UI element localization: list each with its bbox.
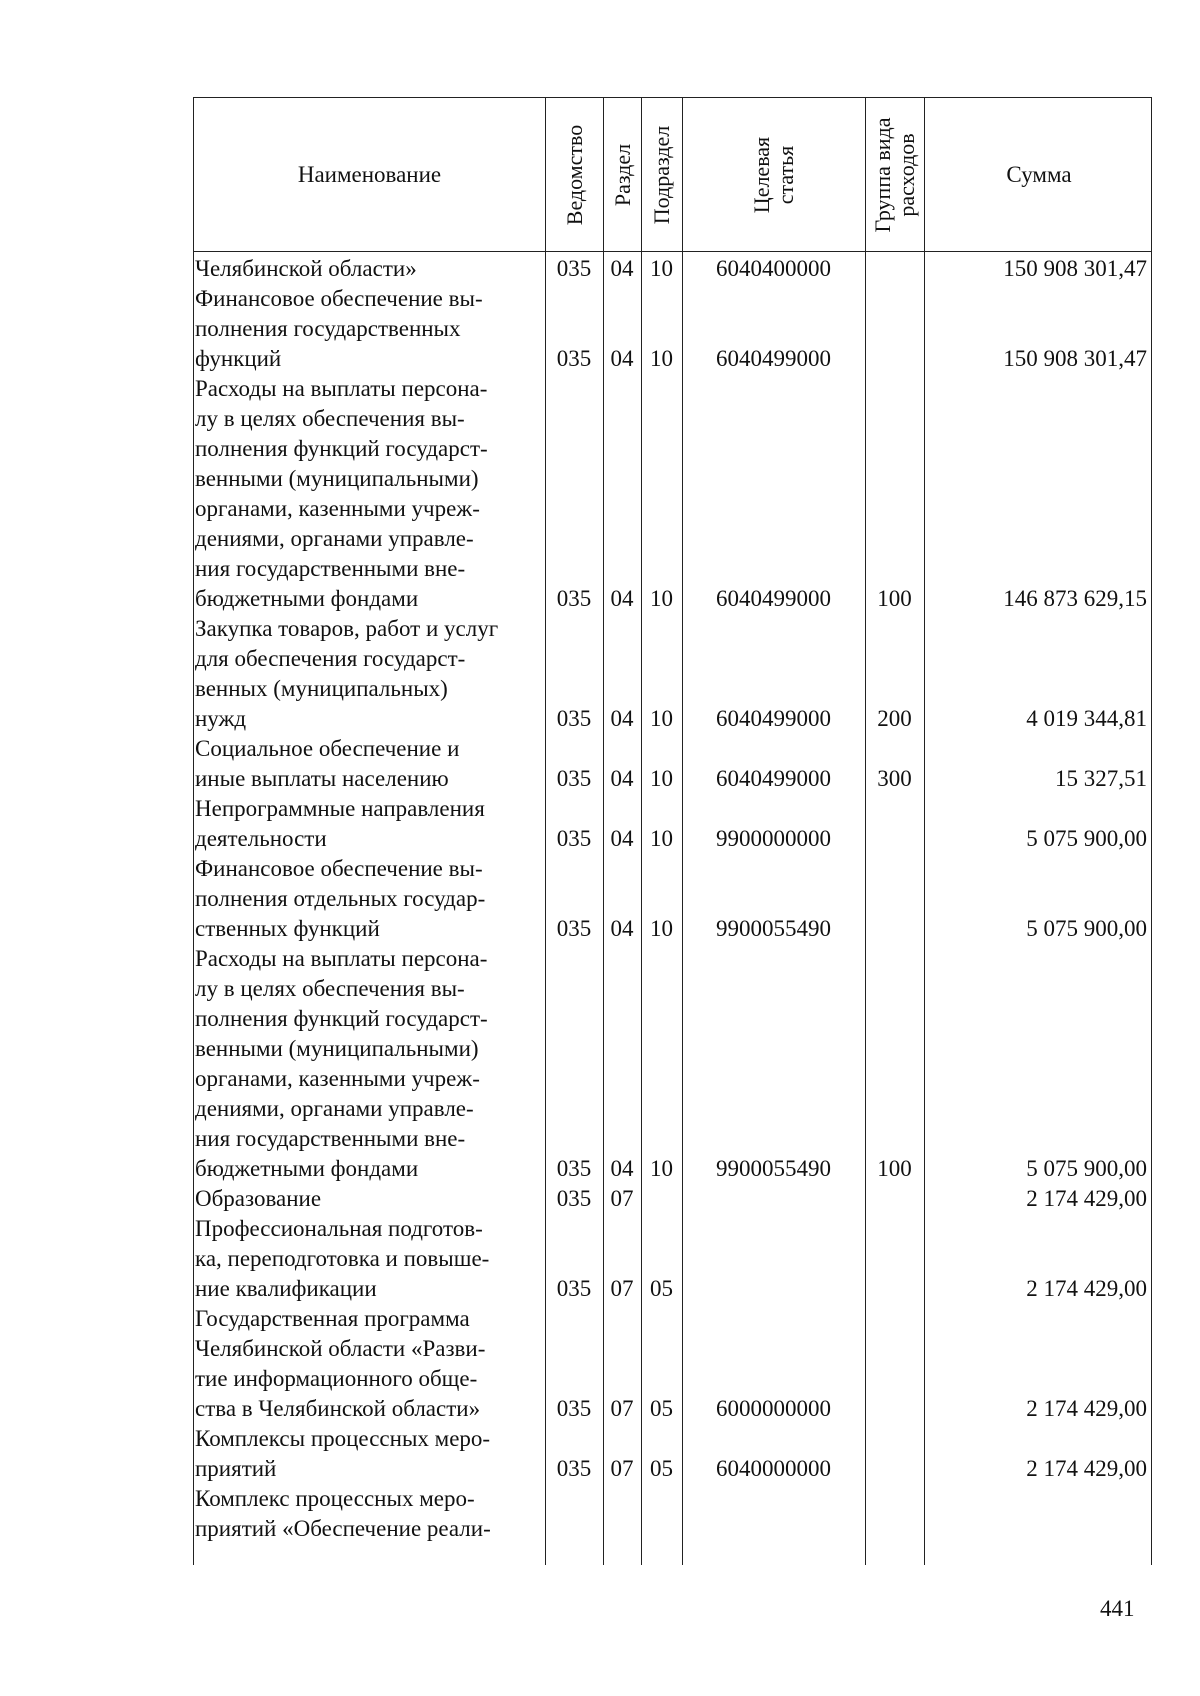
vedomstvo-cell: 035: [556, 706, 592, 731]
vedomstvo-cell: 035: [556, 1456, 592, 1481]
row-name-line: Челябинской области»: [195, 256, 417, 281]
celevaya-statya-cell: 6040499000: [716, 346, 831, 371]
table-row: [193, 1484, 1152, 1544]
row-name-line: полнения функций государст-: [195, 436, 488, 461]
row-name-line: Расходы на выплаты персона-: [195, 946, 488, 971]
vedomstvo-cell: 035: [556, 826, 592, 851]
row-name-line: деятельности: [195, 826, 327, 851]
vedomstvo-cell: 035: [556, 1156, 592, 1181]
row-name-line: Комплекс процессных меро-: [195, 1486, 475, 1511]
razdel-cell: 07: [610, 1186, 634, 1211]
podrazdel-cell: 10: [650, 586, 673, 611]
summa-cell: 4 019 344,81: [1026, 706, 1147, 731]
row-name-line: Непрограммные направления: [195, 796, 485, 821]
row-name-line: венных (муниципальных): [195, 676, 448, 701]
podrazdel-cell: 10: [650, 256, 673, 281]
row-name-line: для обеспечения государст-: [195, 646, 466, 671]
row-name-cell: [195, 1304, 540, 1424]
header-podrazdel: [642, 98, 683, 251]
header-razdel: [604, 98, 642, 251]
gruppa-cell: 300: [877, 766, 912, 791]
header-celevaya-statya: [683, 98, 866, 251]
row-name-cell: [195, 1214, 540, 1304]
table-row: [193, 1184, 1152, 1214]
celevaya-statya-cell: 6040499000: [716, 766, 831, 791]
row-name-line: ка, переподготовка и повыше-: [195, 1246, 490, 1271]
podrazdel-cell: 05: [650, 1396, 673, 1421]
row-name-line: функций: [195, 346, 282, 371]
header-name-label: Наименование: [297, 161, 442, 187]
row-name-line: полнения функций государст-: [195, 1006, 488, 1031]
row-name-cell: [195, 284, 540, 374]
podrazdel-cell: 10: [650, 346, 673, 371]
header-gruppa: [866, 98, 925, 251]
table-row: [193, 614, 1152, 734]
row-name-cell: [195, 944, 540, 1184]
table-header: [193, 97, 1152, 252]
row-name-line: венными (муниципальными): [195, 1036, 479, 1061]
row-name-line: дениями, органами управле-: [195, 1096, 474, 1121]
table-row: [193, 1214, 1152, 1304]
celevaya-statya-cell: 6040499000: [716, 706, 831, 731]
row-name-line: иные выплаты населению: [195, 766, 449, 791]
summa-cell: 150 908 301,47: [1003, 346, 1147, 371]
row-name-line: тие информационного обще-: [195, 1366, 478, 1391]
header-summa-label: Сумма: [1006, 161, 1072, 187]
podrazdel-cell: 10: [650, 706, 673, 731]
vedomstvo-cell: 035: [556, 346, 592, 371]
celevaya-statya-cell: 6040000000: [716, 1456, 831, 1481]
vedomstvo-cell: 035: [556, 1276, 592, 1301]
row-name-line: органами, казенными учреж-: [195, 496, 480, 521]
row-name-cell: [195, 614, 540, 734]
row-name-cell: [195, 374, 540, 614]
header-celevaya-label: [750, 136, 798, 212]
razdel-cell: 07: [610, 1456, 634, 1481]
table-row: [193, 374, 1152, 614]
summa-cell: 5 075 900,00: [1026, 916, 1147, 941]
table-row: [193, 854, 1152, 944]
header-vedomstvo-label: Ведомство: [561, 124, 587, 225]
row-name-line: приятий: [195, 1456, 277, 1481]
celevaya-statya-cell: 6000000000: [716, 1396, 831, 1421]
razdel-cell: 04: [610, 346, 634, 371]
vedomstvo-cell: 035: [556, 1396, 592, 1421]
header-podrazdel-label: Подраздел: [649, 125, 674, 224]
row-name-line: ния государственными вне-: [195, 556, 466, 581]
row-name-line: ства в Челябинской области»: [195, 1396, 481, 1421]
podrazdel-cell: 10: [650, 766, 673, 791]
vedomstvo-cell: 035: [556, 916, 592, 941]
row-name-line: полнения государственных: [195, 316, 461, 341]
row-name-line: бюджетными фондами: [195, 1156, 419, 1181]
razdel-cell: 07: [610, 1276, 634, 1301]
row-name-line: органами, казенными учреж-: [195, 1066, 480, 1091]
table-row: [193, 1304, 1152, 1424]
summa-cell: 5 075 900,00: [1026, 1156, 1147, 1181]
header-name: [194, 98, 546, 251]
table-row: [193, 794, 1152, 854]
header-gruppa-line1: Группа вида: [870, 117, 895, 232]
row-name-line: полнения отдельных государ-: [195, 886, 486, 911]
row-name-line: ние квалификации: [195, 1276, 377, 1301]
vedomstvo-cell: 035: [556, 256, 592, 281]
razdel-cell: 04: [610, 256, 634, 281]
row-name-line: Финансовое обеспечение вы-: [195, 286, 483, 311]
row-name-line: Расходы на выплаты персона-: [195, 376, 488, 401]
celevaya-statya-cell: 6040499000: [716, 586, 831, 611]
row-name-cell: [195, 734, 540, 794]
header-gruppa-line2: расходов: [894, 132, 919, 217]
table-row: [193, 1424, 1152, 1484]
row-name-cell: [195, 1184, 540, 1214]
table-row: [193, 254, 1152, 284]
row-name-line: Челябинской области «Разви-: [195, 1336, 486, 1361]
razdel-cell: 04: [610, 916, 634, 941]
row-name-line: лу в целях обеспечения вы-: [195, 976, 465, 1001]
vedomstvo-cell: 035: [556, 1186, 592, 1211]
row-name-line: Закупка товаров, работ и услуг: [195, 616, 499, 641]
row-name-line: Финансовое обеспечение вы-: [195, 856, 483, 881]
table-row: [193, 284, 1152, 374]
row-name-line: Социальное обеспечение и: [195, 736, 460, 761]
row-name-line: лу в целях обеспечения вы-: [195, 406, 465, 431]
gruppa-cell: 200: [877, 706, 912, 731]
row-name-line: Профессиональная подготов-: [195, 1216, 483, 1241]
row-name-line: нужд: [195, 706, 247, 731]
summa-cell: 5 075 900,00: [1026, 826, 1147, 851]
row-name-cell: [195, 254, 540, 284]
podrazdel-cell: 05: [650, 1456, 673, 1481]
summa-cell: 146 873 629,15: [1003, 586, 1147, 611]
row-name-line: приятий «Обеспечение реали-: [195, 1516, 491, 1541]
razdel-cell: 04: [610, 1156, 634, 1181]
summa-cell: 2 174 429,00: [1026, 1276, 1147, 1301]
razdel-cell: 04: [610, 586, 634, 611]
gruppa-cell: 100: [877, 1156, 912, 1181]
celevaya-statya-cell: 9900055490: [716, 916, 831, 941]
podrazdel-cell: 10: [650, 826, 673, 851]
podrazdel-cell: 05: [650, 1276, 673, 1301]
vedomstvo-cell: 035: [556, 766, 592, 791]
celevaya-statya-cell: 9900000000: [716, 826, 831, 851]
row-name-line: Образование: [195, 1186, 322, 1211]
summa-cell: 2 174 429,00: [1026, 1456, 1147, 1481]
header-vedomstvo: [546, 98, 604, 251]
table-row: [193, 734, 1152, 794]
header-razdel-label: Раздел: [609, 143, 635, 206]
summa-cell: 15 327,51: [1055, 766, 1147, 791]
table-row: [193, 944, 1152, 1184]
gruppa-cell: 100: [877, 586, 912, 611]
razdel-cell: 07: [610, 1396, 634, 1421]
header-celevaya-line2: статья: [773, 145, 798, 204]
row-name-line: Комплексы процессных меро-: [195, 1426, 491, 1451]
razdel-cell: 04: [610, 826, 634, 851]
celevaya-statya-cell: 9900055490: [716, 1156, 831, 1181]
row-name-line: ния государственными вне-: [195, 1126, 466, 1151]
page-number: 441: [1100, 1596, 1135, 1621]
row-name-cell: [195, 854, 540, 944]
summa-cell: 2 174 429,00: [1026, 1186, 1147, 1211]
row-name-line: бюджетными фондами: [195, 586, 419, 611]
podrazdel-cell: 10: [650, 916, 673, 941]
podrazdel-cell: 10: [650, 1156, 673, 1181]
row-name-cell: [195, 794, 540, 854]
row-name-line: венными (муниципальными): [195, 466, 479, 491]
razdel-cell: 04: [610, 706, 634, 731]
celevaya-statya-cell: 6040400000: [716, 256, 831, 281]
summa-cell: 2 174 429,00: [1026, 1396, 1147, 1421]
header-celevaya-line1: Целевая: [749, 136, 774, 213]
header-gruppa-label: [871, 117, 919, 232]
row-name-cell: [195, 1424, 540, 1484]
vedomstvo-cell: 035: [556, 586, 592, 611]
razdel-cell: 04: [610, 766, 634, 791]
summa-cell: 150 908 301,47: [1003, 256, 1147, 281]
row-name-cell: [195, 1484, 540, 1544]
row-name-line: ственных функций: [195, 916, 380, 941]
row-name-line: Государственная программа: [195, 1306, 470, 1331]
header-summa: [925, 98, 1153, 251]
row-name-line: дениями, органами управле-: [195, 526, 474, 551]
